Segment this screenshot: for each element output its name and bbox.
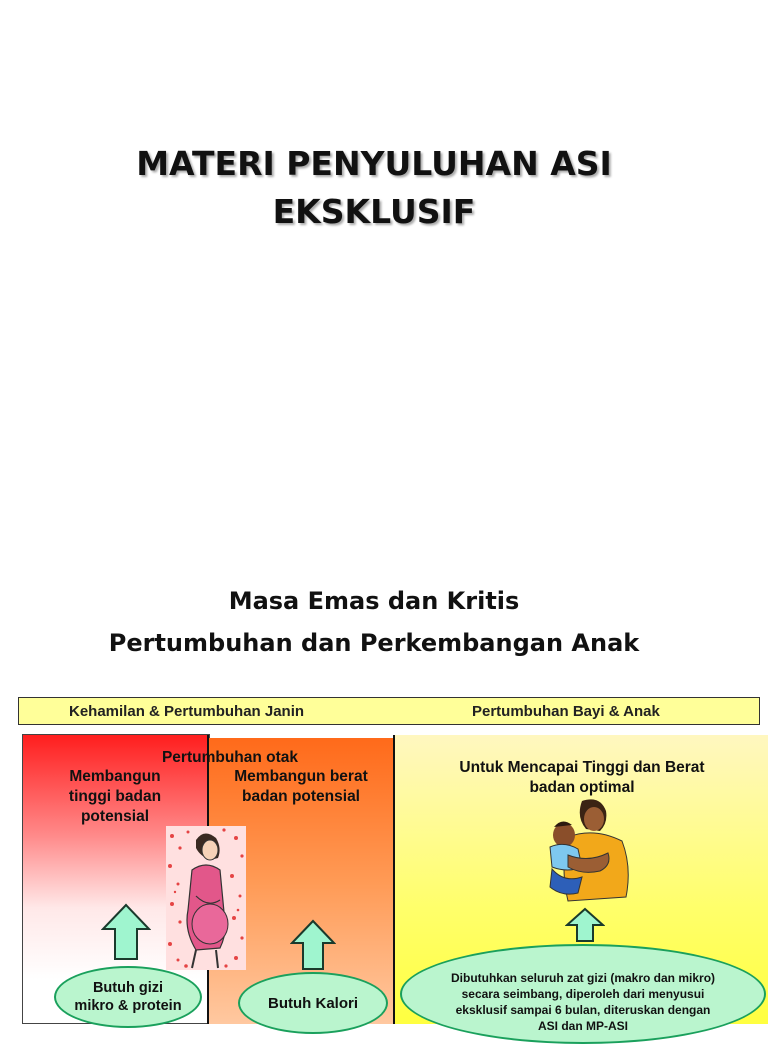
oval-nutrition-line1: Dibutuhkan seluruh zat gizi (makro dan mikro) xyxy=(450,971,716,985)
col1-text-line2: tinggi badan xyxy=(68,788,162,805)
timeline-header xyxy=(18,697,760,725)
oval-nutrition-line3: eksklusif sampai 6 bulan, diteruskan dengan xyxy=(455,1003,711,1017)
up-arrow-icon xyxy=(101,903,151,961)
col1-text xyxy=(36,767,194,827)
up-arrow-icon xyxy=(290,919,336,971)
header-right-label: Pertumbuhan Bayi & Anak xyxy=(472,703,660,720)
slide1-title-line2: EKSKLUSIF xyxy=(272,192,476,231)
oval-calories-text: Butuh Kalori xyxy=(268,994,358,1012)
col3-text-line2: badan optimal xyxy=(529,779,635,796)
oval-complete-nutrition xyxy=(400,944,766,1044)
oval-micro-protein-line2: mikro & protein xyxy=(74,998,182,1014)
slide2-title-line2: Pertumbuhan dan Perkembangan Anak xyxy=(108,629,640,657)
pregnant-woman-icon xyxy=(166,826,246,970)
slide1-title-line1: MATERI PENYULUHAN ASI xyxy=(136,144,612,183)
mother-with-baby-icon xyxy=(538,797,636,909)
col1-text-line1: Membangun xyxy=(69,768,161,785)
oval-nutrition-line4: ASI dan MP-ASI xyxy=(537,1019,628,1033)
brain-growth-label: Pertumbuhan otak xyxy=(161,749,299,766)
col3-text-line1: Untuk Mencapai Tinggi dan Berat xyxy=(459,759,705,776)
slide1-title xyxy=(0,140,748,236)
up-arrow-icon xyxy=(565,907,605,943)
col2-text-line2: badan potensial xyxy=(242,788,360,805)
col3-text xyxy=(400,758,764,798)
header-left-label: Kehamilan & Pertumbuhan Janin xyxy=(69,703,305,720)
oval-micro-protein xyxy=(54,966,202,1028)
oval-micro-protein-line1: Butuh gizi xyxy=(92,980,164,996)
col2-text-line1: Membangun berat xyxy=(234,768,368,785)
slide2-title xyxy=(0,580,748,664)
col2-text xyxy=(212,767,390,807)
column-divider-2 xyxy=(393,735,395,1024)
oval-calories xyxy=(238,972,388,1034)
slide2-title-line1: Masa Emas dan Kritis xyxy=(228,587,520,615)
oval-nutrition-line2: secara seimbang, diperoleh dari menyusui xyxy=(461,987,705,1001)
col1-text-line3: potensial xyxy=(80,808,150,825)
